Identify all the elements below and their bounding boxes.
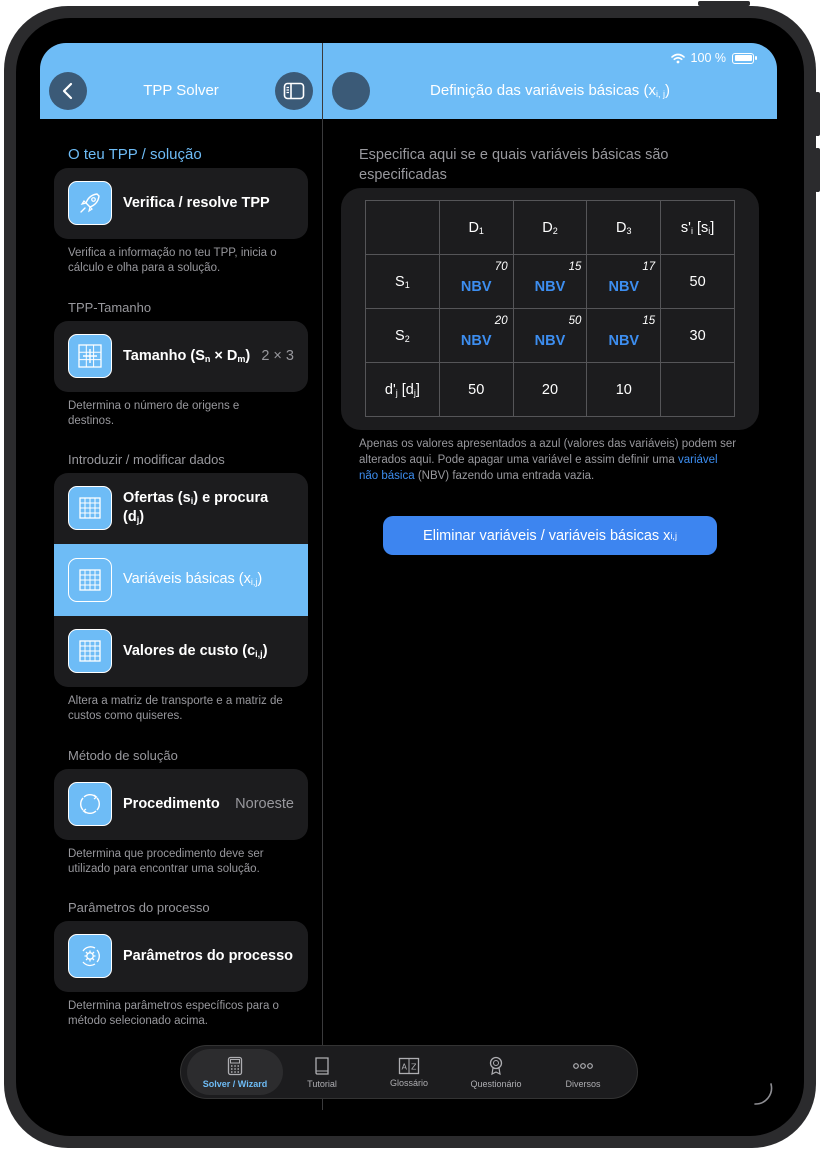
svg-text:A: A: [401, 1062, 407, 1071]
empty-cell: [661, 363, 735, 417]
back-button[interactable]: [49, 72, 87, 110]
col-header-d2: $D_2$: [513, 201, 587, 255]
loading-spinner-icon: [745, 1078, 775, 1108]
basic-variables-label: Variáveis básicas $(x_{i,j})$: [123, 571, 263, 587]
footnote-data: Altera a matriz de transporte e a matriz de custos como quiseres.: [68, 695, 283, 722]
svg-text:Z: Z: [411, 1062, 417, 1071]
procedure-value: Noroeste: [235, 796, 294, 812]
transport-table: [365, 200, 735, 417]
sidebar-title: TPP Solver: [143, 82, 219, 99]
dictionary-icon: [398, 1057, 420, 1075]
size-label: Tamanho $(S_n \times D_m)$: [123, 348, 251, 364]
cost-value: 20: [494, 315, 508, 327]
table-row: [366, 255, 735, 309]
nbv-link[interactable]: variável não básica: [359, 454, 718, 482]
basic-variable-cell[interactable]: [587, 255, 661, 309]
delete-variables-button[interactable]: Eliminar variáveis / variáveis básicas x i,j: [383, 516, 717, 555]
footnote-params: Determina parâmetros específicos para o método selecionado acima.: [68, 1000, 279, 1027]
battery-percent: 100 %: [690, 51, 726, 65]
cost-value: 15: [642, 315, 656, 327]
detail-circle-button[interactable]: [332, 72, 370, 110]
table-grid-icon: [68, 486, 112, 530]
variable-value: NBV: [534, 332, 566, 349]
top-button: [698, 1, 750, 6]
demand-cell: 10: [587, 363, 661, 417]
cost-value: 50: [568, 315, 582, 327]
split-divider: [322, 43, 323, 1110]
section-title-size: TPP-Tamanho: [68, 300, 152, 315]
variable-value: NBV: [460, 332, 492, 349]
tab-label: Questionário: [470, 1078, 522, 1089]
gear-cycle-icon: [68, 934, 112, 978]
rocket-icon: [68, 181, 112, 225]
card-verify: [54, 168, 308, 239]
card-size: [54, 321, 308, 392]
row-header-s2: $S_2$: [366, 309, 440, 363]
supply-cell: 50: [661, 255, 735, 309]
detail-title-end: ): [664, 82, 670, 99]
variable-value: NBV: [534, 278, 566, 295]
sidebar-item-basic-variables[interactable]: [54, 544, 308, 616]
grid-resize-icon: [68, 334, 112, 378]
card-method: [54, 769, 308, 840]
section-title-method: Método de solução: [68, 748, 178, 763]
tab-solver-wizard[interactable]: [187, 1049, 283, 1095]
card-params: [54, 921, 308, 992]
detail-title: [383, 82, 717, 99]
tab-label: Tutorial: [307, 1078, 337, 1089]
sidebar-item-supply-demand[interactable]: [54, 473, 308, 544]
more-icon: [572, 1056, 594, 1076]
cost-values-label: Valores de custo $(c_{i,j})$: [123, 643, 268, 659]
card-data: [54, 473, 308, 687]
col-header-supply: $s'_i$ $[s_i]$: [661, 201, 735, 255]
status-bar: [671, 51, 757, 65]
table-header-row: [366, 201, 735, 255]
variable-value: NBV: [608, 332, 640, 349]
transport-table-card: [341, 188, 759, 430]
basic-variable-cell[interactable]: [587, 309, 661, 363]
award-icon: [488, 1056, 504, 1076]
supply-demand-label: Ofertas $(s_i)$ e procura $(d_j)$: [123, 490, 269, 525]
detail-title-sub: i, j: [655, 89, 665, 99]
basic-variable-cell[interactable]: [439, 255, 513, 309]
battery-icon: [732, 53, 754, 64]
sidebar-item-process-parameters[interactable]: [54, 921, 308, 992]
demand-cell: 20: [513, 363, 587, 417]
col-header-d3: $D_3$: [587, 201, 661, 255]
row-header-s1: $S_1$: [366, 255, 440, 309]
tab-label: Glossário: [389, 1077, 428, 1088]
detail-title-text: Definição das variáveis básicas (x: [430, 82, 656, 99]
book-icon: [313, 1056, 331, 1076]
variable-value: NBV: [460, 278, 492, 295]
variable-value: NBV: [608, 278, 640, 295]
delete-button-label: Eliminar variáveis / variáveis básicas x: [423, 527, 671, 544]
cost-value: 17: [642, 261, 656, 273]
process-parameters-label: Parâmetros do processo: [123, 948, 294, 964]
table-grid-icon: [68, 629, 112, 673]
table-corner-cell: [366, 201, 440, 255]
info-text: [359, 436, 739, 484]
wifi-icon: [671, 53, 685, 64]
table-grid-icon: [68, 558, 112, 602]
sidebar-header: [40, 43, 322, 119]
tab-label: Solver / Wizard: [202, 1078, 268, 1089]
tab-more[interactable]: [535, 1049, 631, 1095]
info-text-part2: (NBV) fazendo uma entrada vazia.: [414, 470, 595, 482]
sidebar-item-verify[interactable]: [54, 168, 308, 239]
table-row: [366, 309, 735, 363]
cost-value: 15: [568, 261, 582, 273]
screen: [40, 43, 777, 1110]
procedure-label: Procedimento: [123, 796, 220, 812]
section-title-data: Introduzir / modificar dados: [68, 452, 225, 467]
sidebar-icon: [283, 82, 305, 100]
tab-quiz[interactable]: [448, 1049, 544, 1095]
footnote-method: Determina que procedimento deve ser utilizado para encontrar uma solução.: [68, 848, 264, 875]
volume-up-button: [815, 92, 820, 136]
sidebar-item-size[interactable]: [54, 321, 308, 392]
info-text-part1: Apenas os valores apresentados a azul (valores das variáveis) podem ser alterados aqui. Pode apagar uma variável e assim definir uma: [359, 438, 737, 466]
tab-label: Diversos: [565, 1078, 601, 1089]
supply-cell: 30: [661, 309, 735, 363]
demand-cell: 50: [439, 363, 513, 417]
footnote-verify: Verifica a informação no teu TPP, inicia o cálculo e olha para a solução.: [68, 247, 277, 274]
cost-value: 70: [494, 261, 508, 273]
detail-heading: Especifica aqui se e quais variáveis básicas são especificadas: [359, 147, 669, 183]
row-header-demand: $d'_j$ $[d_j]$: [366, 363, 440, 417]
table-demand-row: [366, 363, 735, 417]
sidebar-item-procedure[interactable]: [54, 769, 308, 840]
tab-bar: [180, 1045, 638, 1099]
basic-variable-cell[interactable]: [513, 309, 587, 363]
basic-variable-cell[interactable]: [439, 309, 513, 363]
col-header-d1: $D_1$: [439, 201, 513, 255]
sidebar-toggle-button[interactable]: [275, 72, 313, 110]
tab-glossary[interactable]: [361, 1049, 457, 1095]
chevron-left-icon: [61, 82, 75, 100]
footnote-size: Determina o número de origens e destinos.: [68, 400, 240, 427]
tab-tutorial[interactable]: [274, 1049, 370, 1095]
section-title-params: Parâmetros do processo: [68, 900, 210, 915]
cycle-arrows-icon: [68, 782, 112, 826]
sidebar-item-cost-values[interactable]: [54, 616, 308, 687]
calculator-icon: [227, 1056, 243, 1076]
detail-header: [323, 43, 777, 119]
volume-down-button: [815, 148, 820, 192]
size-value: 2 × 3: [261, 348, 294, 364]
section-title-tpp: O teu TPP / solução: [68, 146, 202, 163]
verify-label: Verifica / resolve TPP: [123, 195, 270, 211]
basic-variable-cell[interactable]: [513, 255, 587, 309]
